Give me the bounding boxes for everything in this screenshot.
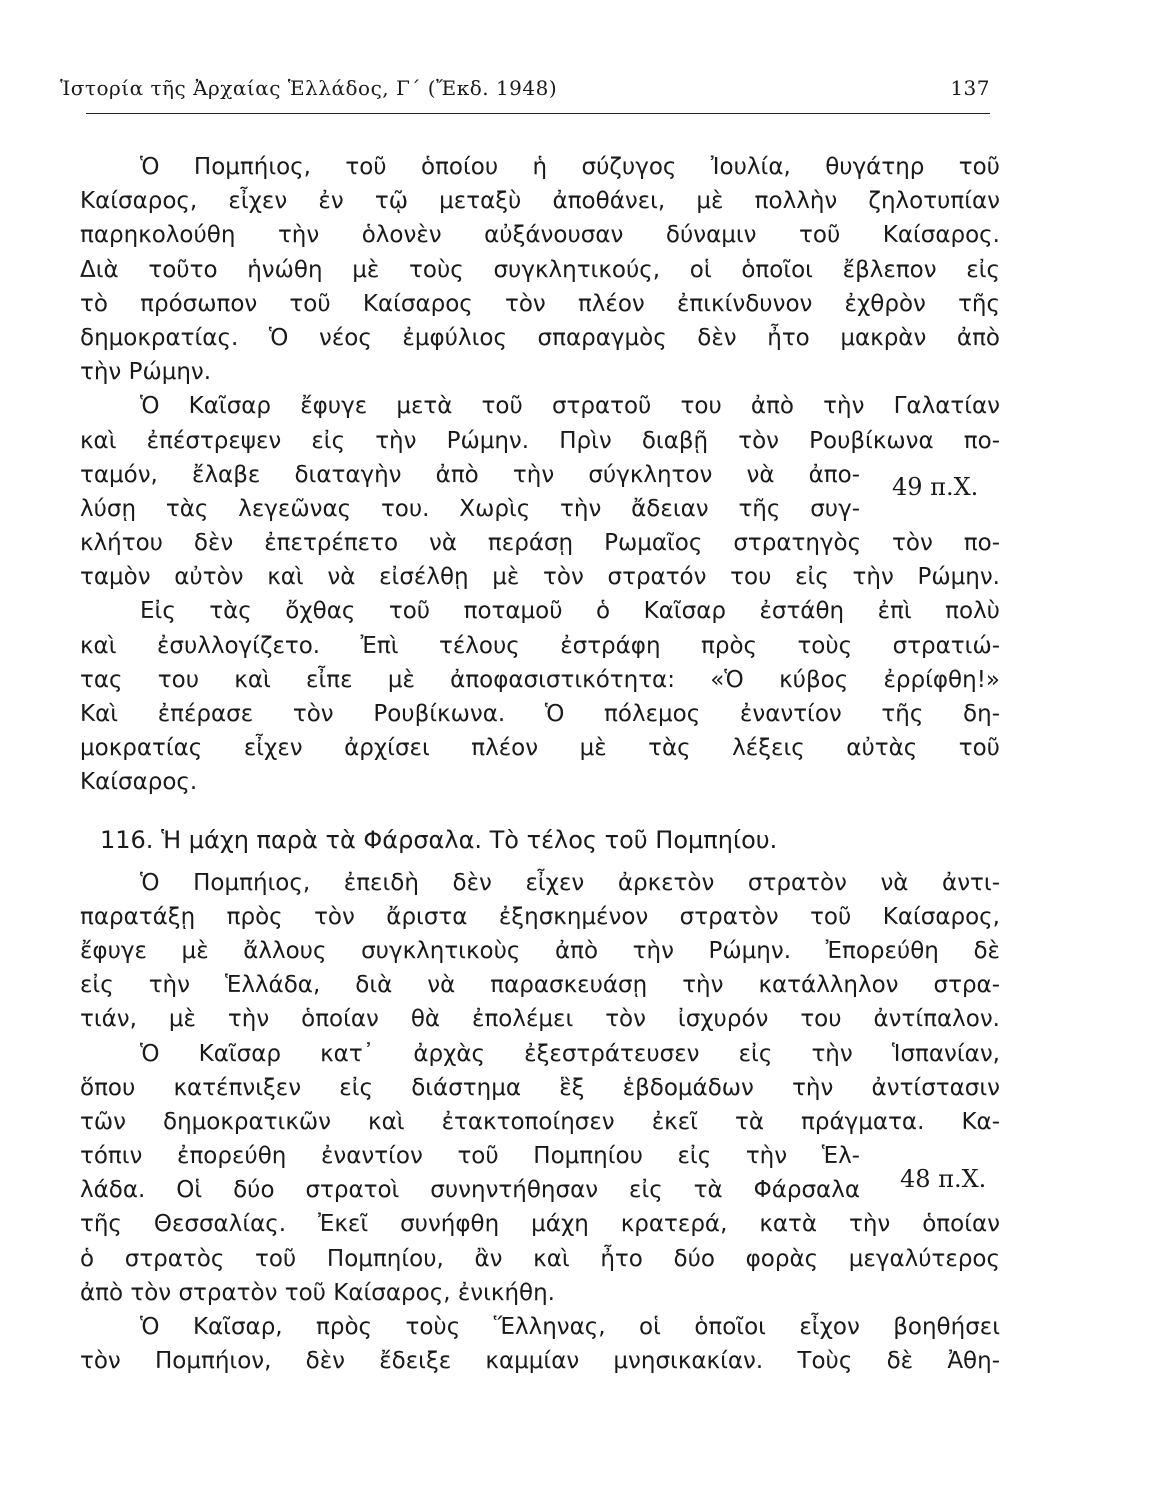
text-line: Εἰς τὰς ὄχθας τοῦ ποταμοῦ ὁ Καῖσαρ ἐστάθη ἐπὶ πολὺ: [140, 598, 1000, 625]
text-line: παρηκολούθη τὴν ὁλονὲν αὐξάνουσαν δύναμιν τοῦ Καίσαρος.: [80, 222, 1000, 249]
section-heading: 116. Ἡ μάχη παρὰ τὰ Φάρσαλα. Τὸ τέλος τοῦ Πομπηίου.: [100, 825, 778, 854]
text-line: ἔφυγε μὲ ἄλλους συγκλητικοὺς ἀπὸ τὴν Ρώμην. Ἐπορεύθη δὲ: [80, 937, 1000, 964]
text-line: τας του καὶ εἶπε μὲ ἀποφασιστικότητα: «Ὁ κύβος ἐρρίφθη!»: [80, 666, 1000, 693]
text-line: μοκρατίας εἶχεν ἀρχίσει πλέον μὲ τὰς λέξεις αὐτὰς τοῦ: [80, 735, 1000, 762]
text-line: τῶν δημοκρατικῶν καὶ ἐτακτοποίησεν ἐκεῖ τὰ πράγματα. Κα-: [80, 1108, 1000, 1135]
text-line: ταμόν, ἔλαβε διαταγὴν ἀπὸ τὴν σύγκλητον νὰ ἀπο-: [80, 461, 860, 488]
text-line: ἀπὸ τὸν στρατὸν τοῦ Καίσαρος, ἐνικήθη.: [80, 1279, 555, 1306]
text-line: τιάν, μὲ τὴν ὁποίαν θὰ ἐπολέμει τὸν ἰσχυρόν του ἀντίπαλον.: [80, 1006, 1000, 1033]
text-line: τὸ πρόσωπον τοῦ Καίσαρος τὸν πλέον ἐπικίνδυνον ἐχθρὸν τῆς: [80, 290, 1000, 317]
text-line: Καίσαρος, εἶχεν ἐν τῷ μεταξὺ ἀποθάνει, μὲ πολλὴν ζηλοτυπίαν: [80, 188, 1000, 215]
margin-note-date: 49 π.Χ.: [892, 473, 979, 501]
header-rule: [86, 113, 990, 114]
page-body: [80, 150, 1000, 1378]
text-line: καὶ ἐσυλλογίζετο. Ἐπὶ τέλους ἐστράφη πρὸς τοὺς στρατιώ-: [80, 632, 1000, 659]
margin-note-date: 48 π.Χ.: [900, 1165, 987, 1193]
text-line: ταμὸν αὐτὸν καὶ νὰ εἰσέλθῃ μὲ τὸν στρατόν του εἰς τὴν Ρώμην.: [80, 564, 1000, 591]
running-header: [60, 76, 990, 106]
text-line: Καίσαρος.: [80, 769, 198, 796]
text-line: κλήτου δὲν ἐπετρέπετο νὰ περάσῃ Ρωμαῖος στρατηγὸς τὸν πο-: [80, 530, 1000, 557]
text-line: τὴν Ρώμην.: [80, 359, 212, 386]
text-line: παρατάξῃ πρὸς τὸν ἄριστα ἐξησκημένον στρατὸν τοῦ Καίσαρος,: [80, 903, 1000, 930]
text-line: Καὶ ἐπέρασε τὸν Ρουβίκωνα. Ὁ πόλεμος ἐναντίον τῆς δη-: [80, 701, 1000, 727]
text-line: Διὰ τοῦτο ἡνώθη μὲ τοὺς συγκλητικούς, οἱ ὁποῖοι ἔβλεπον εἰς: [80, 256, 1000, 283]
page-number: 137: [950, 76, 990, 100]
text-line: καὶ ἐπέστρεψεν εἰς τὴν Ρώμην. Πρὶν διαβῇ τὸν Ρουβίκωνα πο-: [80, 427, 1000, 454]
text-line: Ὁ Πομπήιος, ἐπειδὴ δὲν εἶχεν ἀρκετὸν στρατὸν νὰ ἀντι-: [140, 869, 1000, 896]
text-line: Ὁ Καῖσαρ, πρὸς τοὺς Ἕλληνας, οἱ ὁποῖοι εἶχον βοηθήσει: [140, 1314, 1000, 1340]
text-line: λύσῃ τὰς λεγεῶνας του. Χωρὶς τὴν ἄδειαν τῆς συγ-: [80, 495, 860, 522]
text-line: εἰς τὴν Ἑλλάδα, διὰ νὰ παρασκευάσῃ τὴν κατάλληλον στρα-: [80, 972, 1000, 999]
text-line: τῆς Θεσσαλίας. Ἐκεῖ συνήφθη μάχη κρατερά, κατὰ τὴν ὁποίαν: [80, 1211, 1000, 1238]
text-line: λάδα. Οἱ δύο στρατοὶ συνηντήθησαν εἰς τὰ Φάρσαλα: [80, 1177, 860, 1204]
text-line: Ὁ Καῖσαρ ἔφυγε μετὰ τοῦ στρατοῦ του ἀπὸ τὴν Γαλατίαν: [140, 393, 1000, 420]
text-line: Ὁ Καῖσαρ κατ᾿ ἀρχὰς ἐξεστράτευσεν εἰς τὴν Ἱσπανίαν,: [140, 1040, 1000, 1067]
text-line: ὁ στρατὸς τοῦ Πομπηίου, ἂν καὶ ἦτο δύο φορὰς μεγαλύτερος: [80, 1245, 1000, 1272]
text-line: τόπιν ἐπορεύθη ἐναντίον τοῦ Πομπηίου εἰς τὴν Ἑλ-: [80, 1143, 860, 1170]
text-line: Ὁ Πομπήιος, τοῦ ὁποίου ἡ σύζυγος Ἰουλία, θυγάτηρ τοῦ: [140, 154, 1000, 180]
text-line: ὅπου κατέπνιξεν εἰς διάστημα ἓξ ἑβδομάδων τὴν ἀντίστασιν: [80, 1074, 1000, 1101]
header-title: Ἱστορία τῆς Ἀρχαίας Ἑλλάδος, Γ΄ (Ἔκδ. 1948): [60, 76, 558, 100]
text-line: δημοκρατίας. Ὁ νέος ἐμφύλιος σπαραγμὸς δὲν ἦτο μακρὰν ἀπὸ: [80, 324, 1000, 351]
text-line: τὸν Πομπήιον, δὲν ἔδειξε καμμίαν μνησικακίαν. Τοὺς δὲ Ἀθη-: [80, 1348, 1000, 1375]
